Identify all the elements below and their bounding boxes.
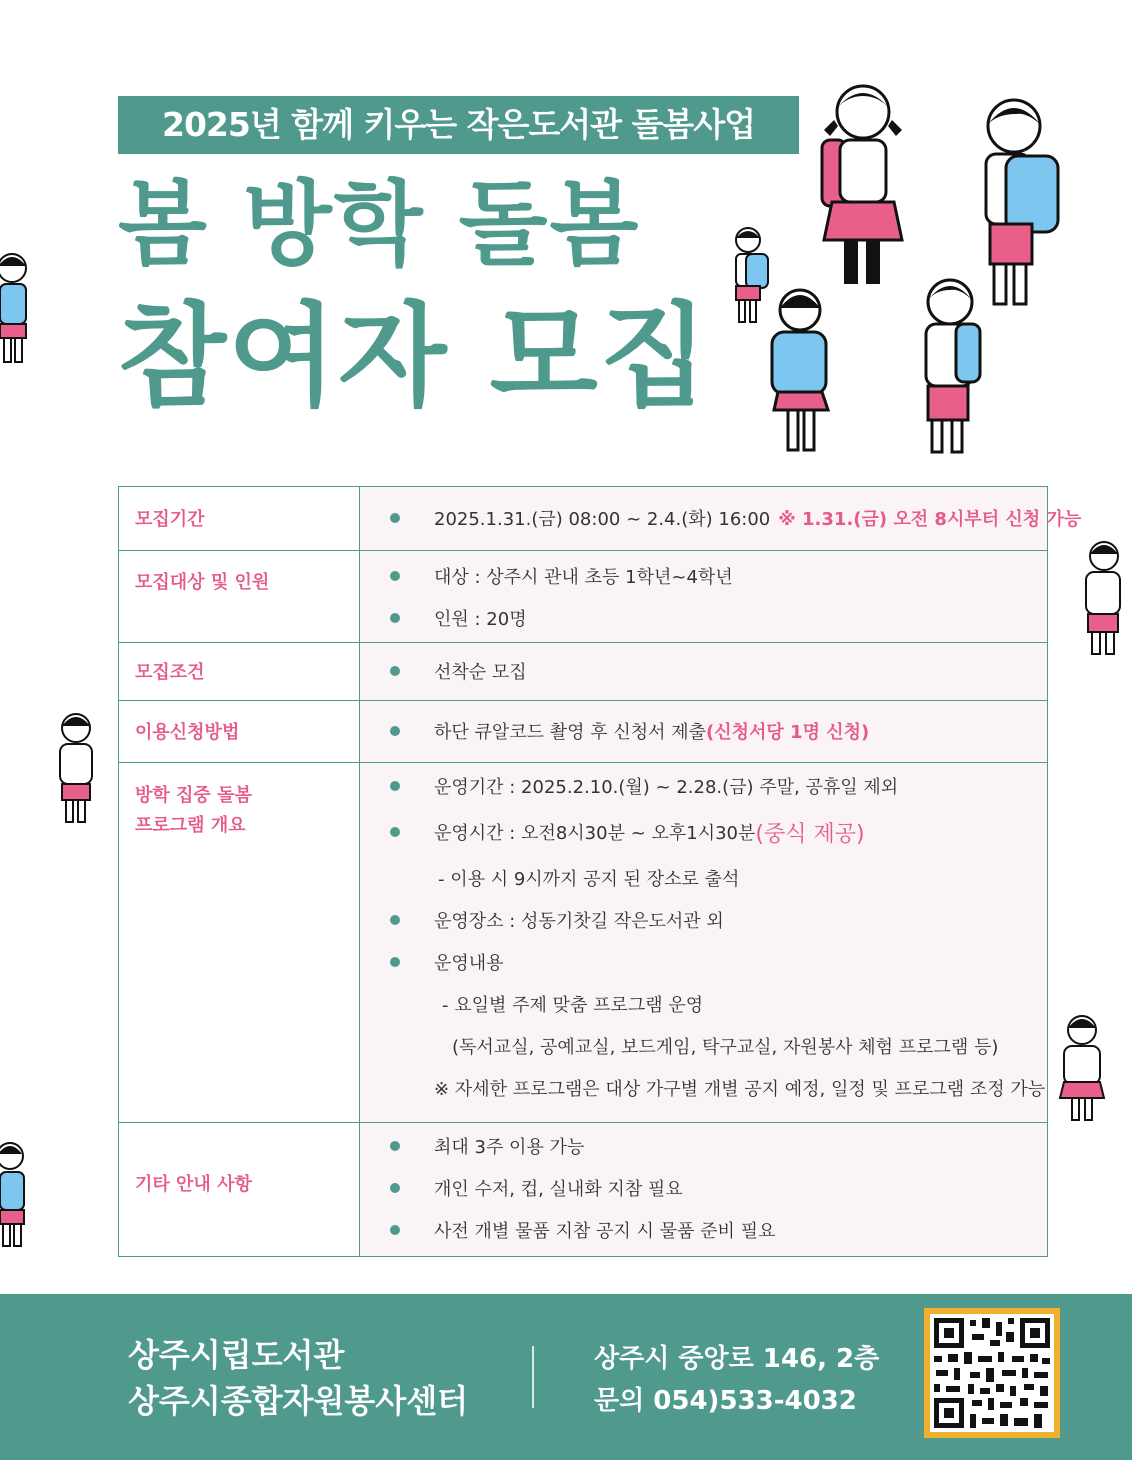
apply-text: 하단 큐알코드 촬영 후 신청서 제출 — [434, 722, 707, 743]
child-with-backpack-icon — [818, 82, 908, 294]
child-with-backpack-icon — [730, 226, 770, 326]
etc-item: 최대 3주 이용 가능 — [434, 1137, 585, 1158]
program-content-sub2: (독서교실, 공예교실, 보드게임, 탁구교실, 자원봉사 체험 프로그램 등) — [452, 1037, 999, 1058]
child-with-backpack-icon — [0, 250, 34, 366]
qr-code-icon[interactable] — [924, 1308, 1060, 1438]
condition-item: 선착순 모집 — [434, 662, 527, 683]
child-with-backpack-icon — [54, 710, 100, 824]
period-highlight: ※ 1.31.(금) 오전 8시부터 신청 가능 — [778, 509, 1082, 530]
row-label: 방학 집중 돌봄 — [135, 785, 252, 806]
footer — [0, 1294, 1132, 1460]
program-time-note: - 이용 시 9시까지 공지 된 장소로 출석 — [438, 869, 740, 890]
apply-highlight: (신청서당 1명 신청) — [706, 722, 870, 743]
child-with-backpack-icon — [1080, 538, 1126, 658]
footer-divider — [532, 1346, 534, 1408]
program-content-sub1: - 요일별 주제 맞춤 프로그램 운영 — [442, 995, 704, 1016]
table-row-condition — [119, 643, 1048, 701]
etc-item: 개인 수저, 컵, 실내화 지참 필요 — [434, 1179, 683, 1200]
program-time: 운영시간 : 오전8시30분 ~ 오후1시30분 — [434, 823, 756, 844]
bullet-dot-icon — [390, 1225, 400, 1235]
bullet-dot-icon — [390, 666, 400, 676]
child-with-backpack-icon — [0, 1140, 30, 1248]
bullet-dot-icon — [390, 915, 400, 925]
page-title-line1: 봄 방학 돌봄 — [118, 171, 641, 278]
headcount-item: 인원 : 20명 — [434, 609, 527, 630]
footer-org-library: 상주시립도서관 — [128, 1336, 345, 1374]
bullet-dot-icon — [390, 827, 400, 837]
program-place: 운영장소 : 성동기찻길 작은도서관 외 — [434, 911, 724, 932]
child-with-backpack-icon — [976, 96, 1062, 314]
footer-contact: 문의 054)533-4032 — [594, 1386, 857, 1416]
row-label: 모집조건 — [135, 662, 205, 683]
period-text: 2025.1.31.(금) 08:00 ~ 2.4.(화) 16:00 — [434, 509, 771, 530]
bullet-dot-icon — [390, 726, 400, 736]
bullet-dot-icon — [390, 1183, 400, 1193]
program-note: ※ 자세한 프로그램은 대상 가구별 개별 공지 예정, 일정 및 프로그램 조정 가능 — [434, 1079, 1046, 1100]
child-with-backpack-icon — [1058, 1012, 1108, 1124]
program-content: 운영내용 — [434, 953, 504, 974]
row-label: 이용신청방법 — [135, 722, 240, 743]
bullet-dot-icon — [390, 781, 400, 791]
target-item: 대상 : 상주시 관내 초등 1학년~4학년 — [434, 567, 733, 588]
bullet-dot-icon — [390, 571, 400, 581]
table-row-period — [119, 487, 1048, 551]
row-label: 기타 안내 사항 — [135, 1174, 252, 1195]
bullet-dot-icon — [390, 613, 400, 623]
row-label: 프로그램 개요 — [135, 815, 246, 836]
child-with-backpack-icon — [916, 276, 986, 458]
qr-code-graphic — [930, 1314, 1054, 1432]
table-row-etc — [119, 1123, 1048, 1257]
info-table — [118, 486, 1082, 1257]
row-label: 모집기간 — [135, 509, 205, 530]
etc-item: 사전 개별 물품 지참 공지 시 물품 준비 필요 — [434, 1221, 776, 1242]
event-banner: 2025년 함께 키우는 작은도서관 돌봄사업 — [118, 96, 799, 154]
child-with-backpack-icon — [768, 286, 832, 456]
table-row-target — [119, 551, 1048, 643]
program-time-highlight: (중식 제공) — [755, 821, 865, 847]
bullet-dot-icon — [390, 513, 400, 523]
bullet-dot-icon — [390, 1141, 400, 1151]
program-period: 운영기간 : 2025.2.10.(월) ~ 2.28.(금) 주말, 공휴일 제외 — [434, 777, 899, 798]
page-title-line2: 참여자 모집 — [118, 292, 710, 422]
table-row-apply — [119, 701, 1048, 763]
row-label: 모집대상 및 인원 — [135, 572, 270, 593]
bullet-dot-icon — [390, 957, 400, 967]
footer-org-volunteer: 상주시종합자원봉사센터 — [128, 1382, 469, 1420]
footer-address: 상주시 중앙로 146, 2층 — [594, 1344, 880, 1374]
table-row-program — [119, 763, 1048, 1123]
